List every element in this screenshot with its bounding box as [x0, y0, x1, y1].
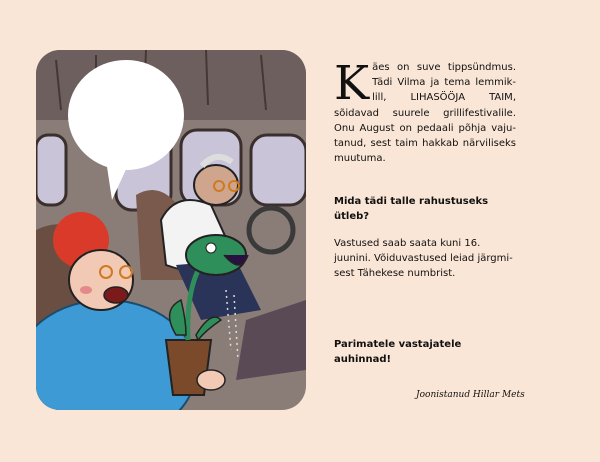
window-right: [251, 135, 306, 205]
prize-note: Parimatele vastajatele auhinnad!: [334, 339, 462, 365]
speech-bubble: [68, 60, 184, 170]
submission-info: Vastused saab saata kuni 16. juunini. Võiduvastused leiad järgmisest Tähekese numbrist.: [334, 238, 513, 279]
car-interior-drawing: [36, 50, 306, 410]
driver-head: [194, 165, 238, 205]
cartoon-illustration: [36, 50, 306, 410]
story-intro: [334, 56, 516, 166]
contest-question: Mida tädi talle rahustuseks ütleb?: [334, 196, 489, 222]
illustrator-credit: Joonistanud Hillar Mets: [416, 390, 525, 400]
intro-paragraph: [334, 56, 516, 166]
intro-text: äes on suve tippsündmus. Tädi Vilma ja tema lemmiklill, LIHASÖÖJA TAIM, sõidavad suurele grillifestivalile. Onu August on pedaali põhja vajutanud, sest taim hakkab närviliseks muutuma.: [334, 62, 516, 165]
window-left: [36, 135, 66, 205]
drop-cap: K: [334, 56, 370, 111]
